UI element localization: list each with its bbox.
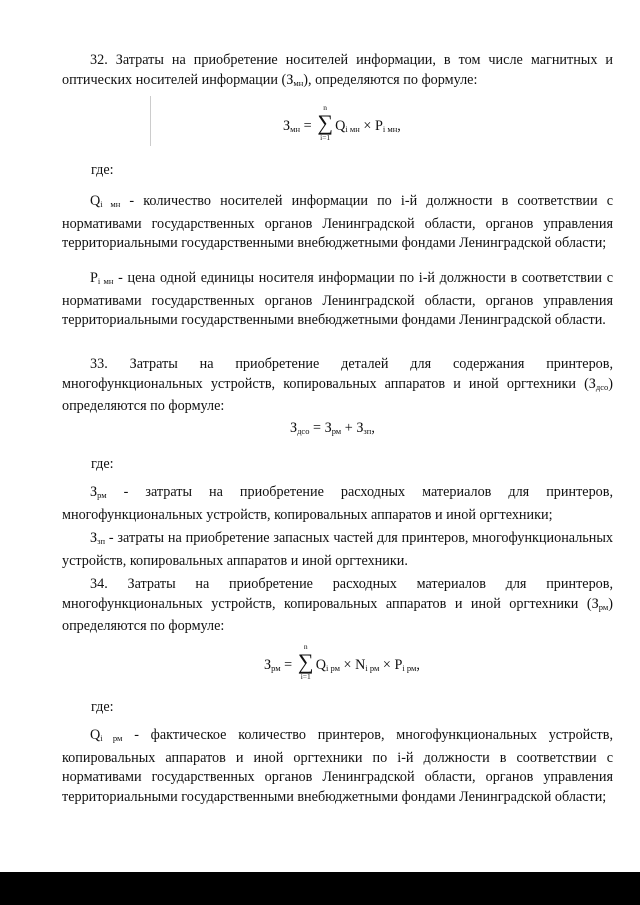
paragraph-33-intro: 33. Затраты на приобретение деталей для содержания принтеров, многофункциональных устройств, копировальных аппаратов и иной оргтехники $(З_{дсо})$ определяются по формуле: (62, 356, 613, 414)
sum-symbol: n ∑ i=1 (297, 642, 314, 681)
paragraph-32-intro: 32. Затраты на приобретение носителей информации, в том числе магнитных и оптических носителей информации $(З_{мн})$, определяются по формуле: (62, 52, 613, 88)
where-label-3: где: (91, 699, 114, 715)
definition-z-zp: $З_{зп}$ - затраты на приобретение запасных частей для принтеров, многофункциональных устройств, копировальных аппаратов и иной оргтехники. (62, 530, 613, 569)
definition-z-rm: $З_{рм}$ - затраты на приобретение расходных материалов для принтеров, многофункциональных устройств, копировальных аппаратов и иной оргтехники; (62, 484, 613, 523)
definition-q-rm: $Q_{i рм}$ - фактическое количество принтеров, многофункциональных устройств, копировальных аппаратов и иной оргтехники по i-й должности в соответствии с нормативами государственных органов Ленинградской области, органов управления территориальными государственными внебюджетными фондами Ленинградской области; (62, 727, 613, 805)
formula-zrm: $З_{рм}$ = n ∑ i=1 $Q_{i рм} \times N_{i рм} \times P_{i рм}$, (264, 642, 420, 681)
scan-footer-bar (0, 872, 640, 905)
scan-artifact-line (150, 96, 151, 146)
paragraph-34-intro: 34. Затраты на приобретение расходных материалов для принтеров, многофункциональных устройств, копировальных аппаратов и иной оргтехники $(З_{рм})$ определяются по формуле: (62, 576, 613, 634)
definition-p-mn: $P_{i мн}$ - цена одной единицы носителя информации по i-й должности в соответствии с нормативами государственных органов Ленинградской области, органов управления территориальными государственными внебюджетными фондами Ленинградской области. (62, 270, 613, 328)
formula-zmn: $З_{мн}$ = n ∑ i=1 $Q_{i мн} \times P_{i мн}$, (283, 103, 401, 142)
formula-zdso: $З_{дсо} = З_{рм} + З_{зп}$, (290, 420, 375, 436)
where-label-1: где: (91, 162, 114, 178)
definition-q-mn: $Q_{i мн}$ - количество носителей информации по i-й должности в соответствии с нормативами государственных органов Ленинградской области, органов управления территориальными государственными внебюджетными фондами Ленинградской области; (62, 193, 613, 251)
sum-symbol: n ∑ i=1 (317, 103, 333, 142)
where-label-2: где: (91, 456, 114, 472)
